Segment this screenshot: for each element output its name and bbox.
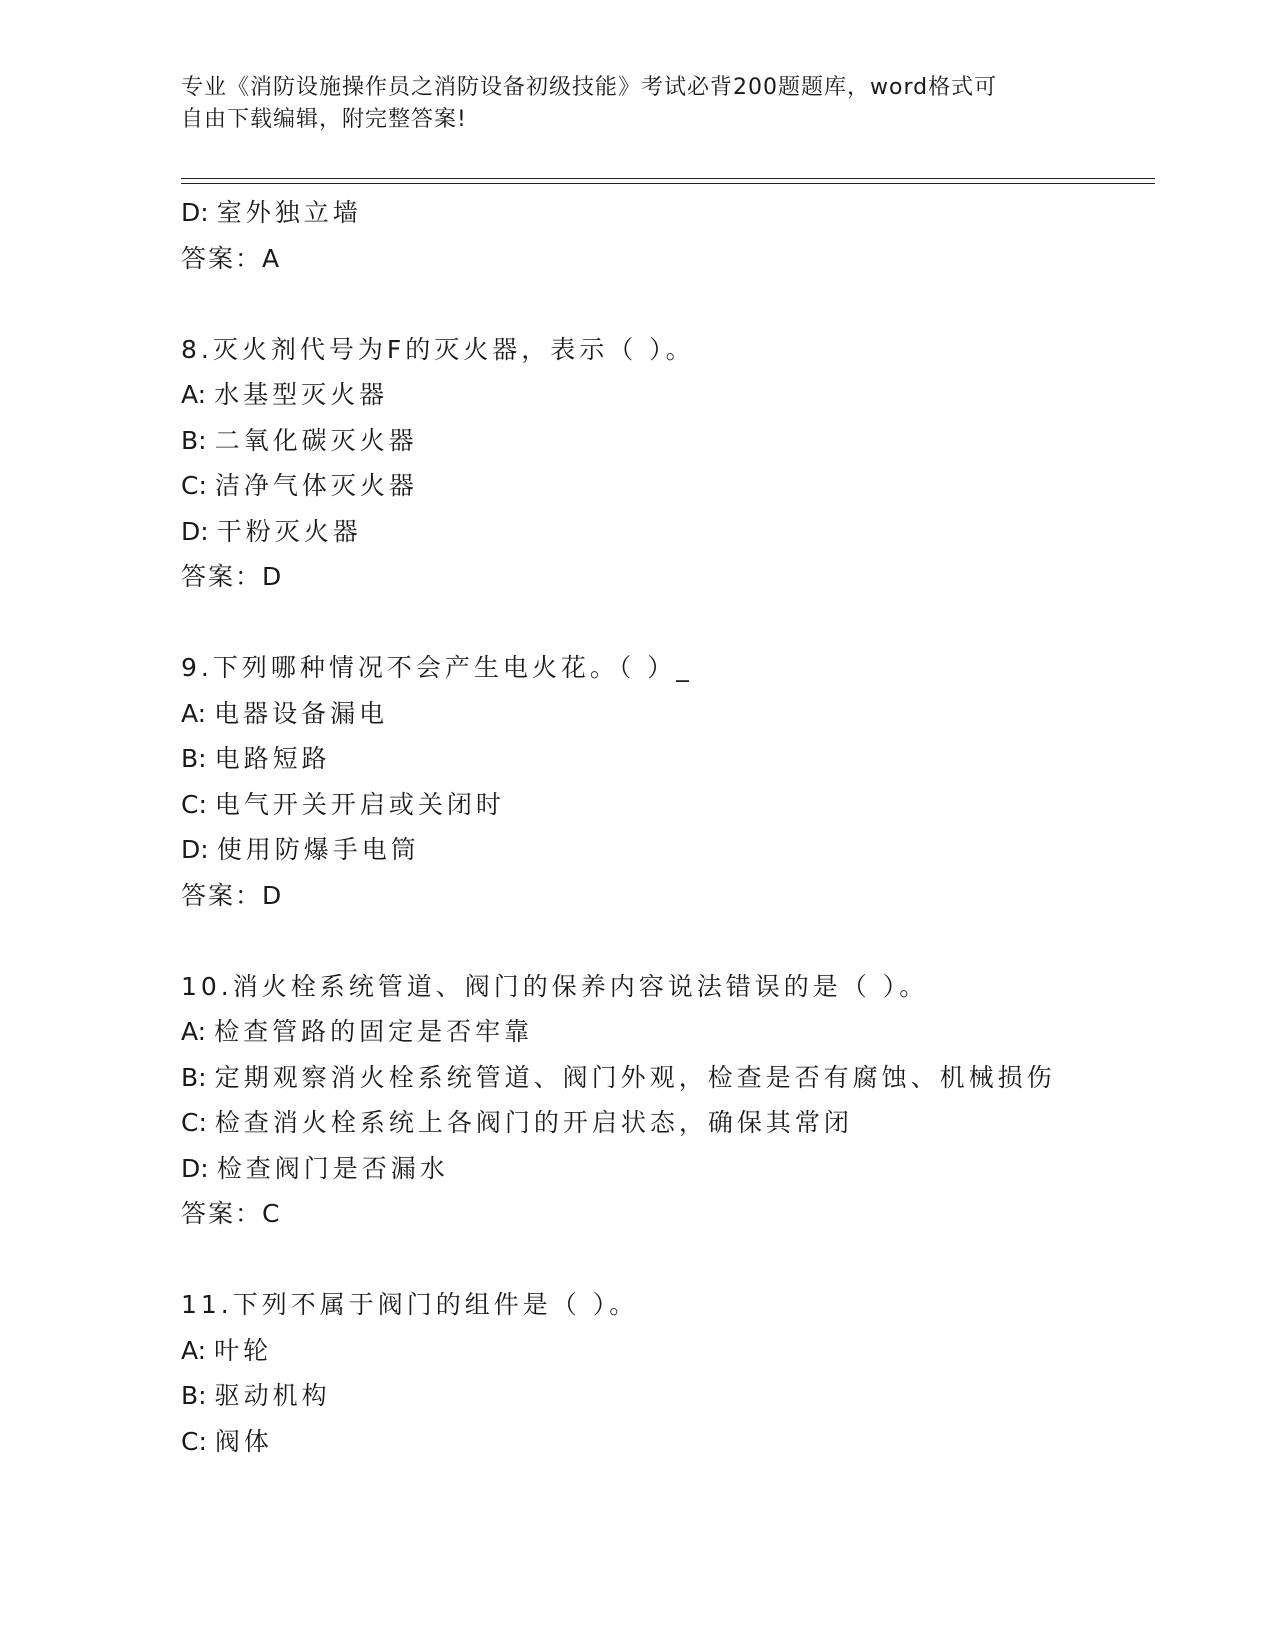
option-text: 检查消火栓系统上各阀门的开启状态，确保其常闭	[214, 1108, 853, 1137]
answer-row	[181, 873, 1161, 919]
header-divider-bottom	[181, 183, 1155, 184]
option-text: 室外独立墙	[216, 198, 362, 227]
spacer	[181, 1237, 1161, 1283]
option-key: D:	[181, 198, 209, 227]
option-text: 检查阀门是否漏水	[216, 1153, 449, 1183]
answer-value: A	[262, 243, 280, 273]
option-key: A:	[181, 1017, 207, 1046]
header-line-2: 自由下载编辑，附完整答案!	[181, 107, 467, 132]
option-text: 水基型灭火器	[214, 380, 389, 409]
answer-value: D	[262, 880, 282, 910]
header-divider-top	[181, 178, 1155, 179]
option-text: 检查管路的固定是否牢靠	[214, 1017, 534, 1046]
option-row	[181, 372, 1161, 418]
option-row	[181, 1055, 1161, 1101]
question-stem: 8.灭火剂代号为F的灭火器，表示（ ）。	[181, 334, 695, 364]
answer-label: 答案：	[181, 880, 263, 910]
option-row	[181, 1100, 1161, 1146]
spacer	[181, 600, 1161, 646]
option-key: C:	[181, 789, 207, 819]
option-key: C:	[181, 471, 207, 500]
option-key: C:	[181, 1426, 207, 1456]
option-row	[181, 691, 1161, 737]
option-key: A:	[181, 380, 207, 409]
option-key: D:	[181, 516, 209, 546]
header-line-1: 专业《消防设施操作员之消防设备初级技能》考试必背200题题库，word格式可	[181, 75, 998, 100]
question-stem: 11.下列不属于阀门的组件是（ ）。	[181, 1290, 639, 1319]
option-row	[181, 509, 1161, 555]
option-row	[181, 1009, 1161, 1055]
option-key: B:	[181, 1381, 207, 1410]
question-stem: 10.消火栓系统管道、阀门的保养内容说法错误的是（ ）。	[181, 971, 929, 1001]
option-row	[181, 782, 1161, 828]
option-row	[181, 827, 1161, 873]
option-row	[181, 463, 1161, 509]
option-text: 阀体	[214, 1426, 273, 1456]
spacer	[181, 918, 1161, 964]
option-text: 电气开关开启或关闭时	[214, 789, 505, 819]
answer-label: 答案：	[181, 562, 263, 591]
option-key: B:	[181, 1062, 207, 1092]
answer-row	[181, 1191, 1161, 1237]
question-stem: 9.下列哪种情况不会产生电火花。（ ）_	[181, 653, 693, 682]
answer-value: C	[262, 1199, 280, 1228]
option-text: 干粉灭火器	[216, 516, 362, 546]
option-row	[181, 736, 1161, 782]
option-row	[181, 1419, 1161, 1465]
option-text: 二氧化碳灭火器	[214, 425, 418, 455]
option-key: C:	[181, 1108, 207, 1137]
option-key: B:	[181, 744, 207, 773]
option-text: 洁净气体灭火器	[214, 471, 418, 500]
option-key: B:	[181, 425, 207, 455]
option-key: D:	[181, 835, 209, 864]
option-text: 定期观察消火栓系统管道、阀门外观，检查是否有腐蚀、机械损伤	[214, 1062, 1056, 1092]
option-text: 叶轮	[214, 1335, 273, 1365]
option-row	[181, 1146, 1161, 1192]
answer-row	[181, 554, 1161, 600]
option-row	[181, 190, 1161, 236]
option-key: A:	[181, 698, 207, 728]
option-key: A:	[181, 1335, 207, 1365]
option-row	[181, 1373, 1161, 1419]
option-row	[181, 1328, 1161, 1374]
document-header	[181, 72, 1061, 136]
answer-row	[181, 236, 1161, 282]
answer-label: 答案：	[181, 243, 263, 273]
option-text: 电路短路	[214, 744, 331, 773]
spacer	[181, 281, 1161, 327]
option-text: 驱动机构	[214, 1381, 331, 1410]
answer-value: D	[262, 562, 282, 591]
option-key: D:	[181, 1153, 209, 1183]
question-list	[181, 190, 1161, 1464]
answer-label: 答案：	[181, 1199, 263, 1228]
option-text: 使用防爆手电筒	[216, 835, 420, 864]
option-row	[181, 418, 1161, 464]
option-text: 电器设备漏电	[214, 698, 389, 728]
